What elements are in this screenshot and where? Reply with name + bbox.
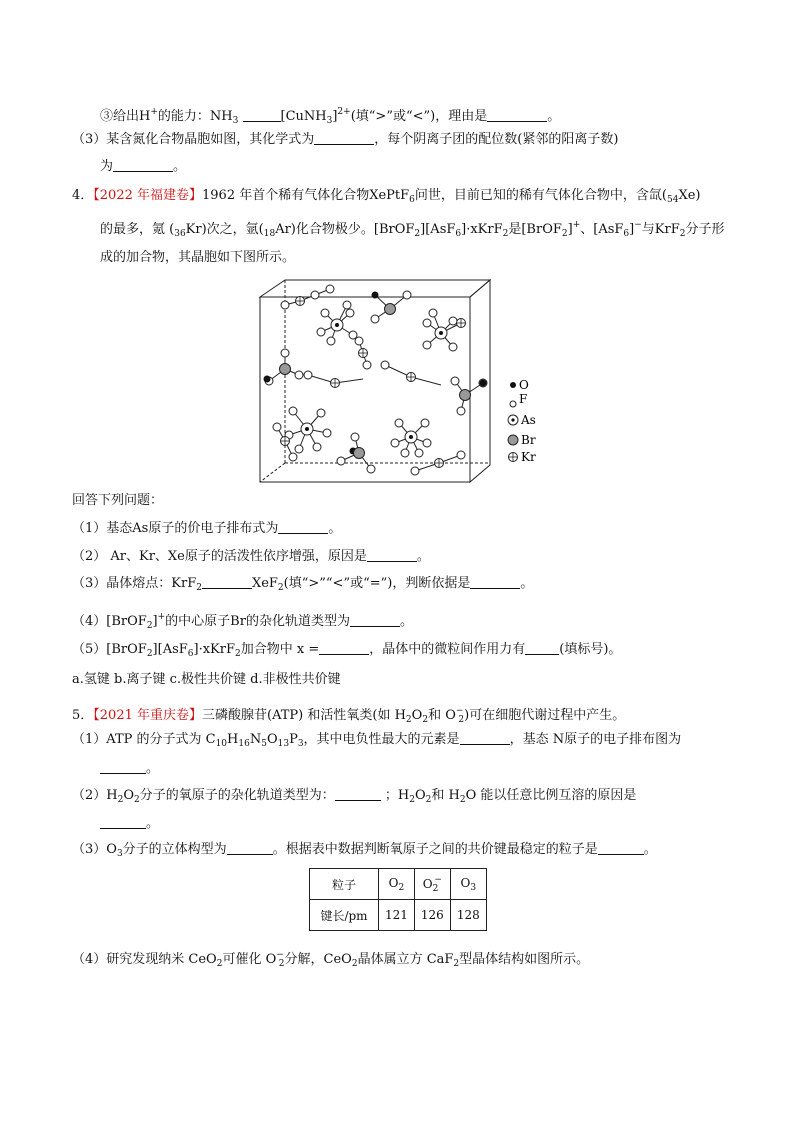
q3-sub3-line: ③给出H+的能力：$NH_3$ [CuNH$_3$]$^{2+}$(填“>”或“<”)，理由是 。: [100, 107, 561, 126]
q4-line3: 成的加合物，其晶胞如下图所示。: [100, 250, 296, 265]
q4-answer-intro: 回答下列问题：: [72, 493, 164, 508]
table-cell: 键长/pm: [310, 900, 379, 931]
q5-intro: 5．【2021 年重庆卷】三磷酸腺苷(ATP) 和活性氧类(如 $H_2O_2$和 $O^-_2$)可在细胞代谢过程中产生。: [72, 706, 626, 725]
q5-p4: （4）研究发现纳米 CeO$_2$可催化 $O^-_2$分解，CeO$_2$晶体属立方 CaF$_2$型晶体结构如图所示。: [72, 950, 590, 969]
q5-source: 【2021 年重庆卷】: [93, 708, 202, 723]
q4-source: 【2022 年福建卷】: [93, 188, 202, 203]
q4-p1: （1）基态As原子的价电子排布式为 。: [72, 521, 342, 536]
legend-as: As: [521, 413, 536, 427]
crystal-cell-diagram: [255, 277, 555, 485]
table-cell: $O_3$: [450, 869, 486, 900]
q4-line1: 4．【2022 年福建卷】1962 年首个稀有气体化合物XePtF$_6$问世，目前已知的稀有气体化合物中，含氙$(_{54}Xe)$: [72, 188, 701, 205]
legend-f: F: [519, 392, 528, 406]
table-cell: 126: [414, 900, 450, 931]
q4-p2: （2） Ar、Kr、Xe原子的活泼性依序增强，原因是 。: [72, 549, 430, 564]
q4-p3: （3）晶体熔点：KrF$_2$ XeF$_2$(填“>”“<”或“=”)，判断依据是 。: [72, 576, 534, 593]
table-cell: $O_2^-$: [414, 869, 450, 900]
table-cell: 粒子: [310, 869, 379, 900]
q4-options: a.氢键 b.离子键 c.极性共价键 d.非极性共价键: [72, 672, 341, 687]
table-cell: 128: [450, 900, 486, 931]
q5-p1-line2: 。: [100, 760, 159, 778]
q5-p3: $(3)O_3$分子的立体构型为 。根据表中数据判断氧原子之间的共价键最稳定的粒子是 。: [72, 842, 657, 859]
table-row: [310, 900, 487, 931]
legend: [508, 378, 536, 464]
q5-p1: （1）ATP 的分子式为 $C_{10}H_{16}N_5O_{13}P_3$，其中电负性最大的元素是 ，基态 N原子的电子排布图为: [72, 732, 682, 749]
q4-p4: （4）[BrOF$_2$]+的中心原子Br的杂化轨道类型为 。: [72, 612, 413, 631]
q5-p2-line2: 。: [100, 815, 159, 833]
q4-line2: 的最多，氪 $(_{36}Kr)$次之，氩$(_{18}Ar)$化合物极少。[BrOF$_2$][AsF$_6$]·xKrF$_2$是[BrOF$_2$]+、[AsF$_6$]−与KrF$_2$分子形: [100, 220, 725, 239]
legend-kr: Kr: [521, 450, 536, 464]
table-header-row: [310, 869, 487, 900]
table-cell: $O_2$: [379, 869, 415, 900]
q5-p2: $(2)H_2O_2$分子的氧原子的杂化轨道类型为： ；$H_2O_2$和 $H_2O$ 能以任意比例互溶的原因是: [72, 788, 637, 805]
q4-p5: （5）[BrOF$_2$][AsF$_6$]·xKrF$_2$加合物中 x = ，晶体中的微粒间作用力有 (填标号)。: [72, 642, 622, 659]
q3-part3-line1: （3）某含氮化合物晶胞如图，其化学式为 ，每个阴离子团的配位数(紧邻的阳离子数): [72, 132, 619, 147]
bond-length-table: [309, 868, 487, 931]
legend-br: Br: [521, 433, 536, 447]
legend-o: O: [519, 378, 529, 392]
table-cell: 121: [379, 900, 415, 931]
q3-part3-line2: 为 。: [100, 159, 187, 174]
